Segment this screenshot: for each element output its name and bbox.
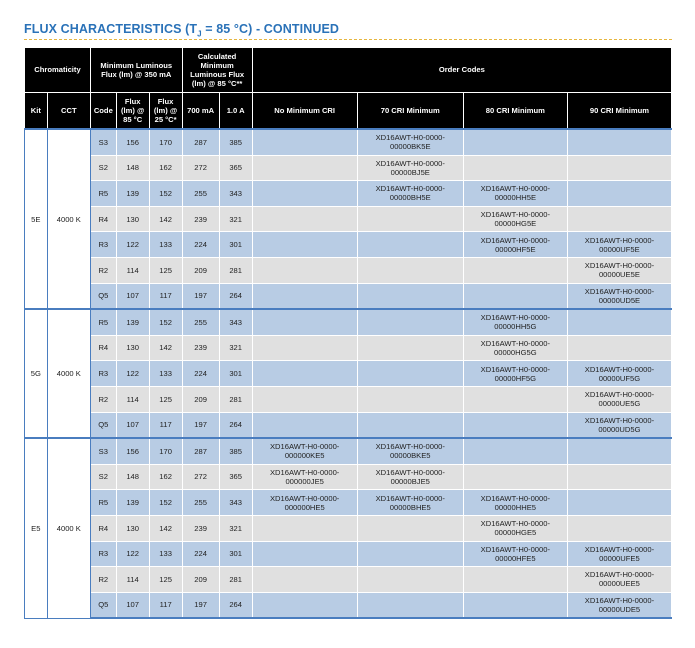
cell-order-no-min-cri [252,592,357,618]
table-row [25,490,672,516]
cell-flux-700ma: 287 [182,129,219,155]
cell-code: R3 [90,232,116,258]
cell-order-70-cri [357,232,463,258]
cell-order-70-cri [357,515,463,541]
cell-order-80-cri: XD16AWT-H0-0000- 00000HGE5 [463,515,567,541]
title-divider [24,39,672,40]
cell-order-90-cri [567,464,671,490]
cell-flux-1a: 321 [219,335,252,361]
section-5g [25,309,672,438]
header-flux25: Flux (lm) @ 25 °C* [149,93,182,130]
cell-flux-85: 130 [116,206,149,232]
cell-order-70-cri [357,541,463,567]
header-min-flux: Minimum Luminous Flux (lm) @ 350 mA [90,48,182,93]
cell-code: Q5 [90,283,116,309]
title-text: FLUX CHARACTERISTICS (T [24,22,198,36]
header-flux85: Flux (lm) @ 85 °C [116,93,149,130]
cell-code: R5 [90,490,116,516]
cell-flux-700ma: 239 [182,515,219,541]
cell-order-no-min-cri [252,181,357,207]
cell-flux-700ma: 224 [182,232,219,258]
cell-order-70-cri [357,412,463,438]
cell-code: S2 [90,464,116,490]
cell-flux-700ma: 255 [182,181,219,207]
cell-flux-700ma: 224 [182,541,219,567]
header-no-min-cri: No Minimum CRI [252,93,357,130]
cell-order-70-cri [357,257,463,283]
cell-flux-700ma: 287 [182,438,219,464]
table-row [25,335,672,361]
cell-flux-25: 142 [149,335,182,361]
cell-flux-85: 107 [116,412,149,438]
table-row [25,567,672,593]
header-700ma: 700 mA [182,93,219,130]
cell-flux-700ma: 209 [182,567,219,593]
cell-flux-700ma: 239 [182,335,219,361]
cell-order-no-min-cri [252,335,357,361]
table-row [25,438,672,464]
cell-code: R4 [90,335,116,361]
cell-order-no-min-cri [252,515,357,541]
cell-order-90-cri: XD16AWT-H0-0000- 00000UDE5 [567,592,671,618]
cell-flux-85: 122 [116,232,149,258]
cell-code: R2 [90,386,116,412]
cell-order-90-cri: XD16AWT-H0-0000- 00000UD5E [567,283,671,309]
cell-order-90-cri: XD16AWT-H0-0000- 00000UF5E [567,232,671,258]
cell-code: R5 [90,309,116,335]
header-80-cri: 80 CRI Minimum [463,93,567,130]
cell-flux-700ma: 209 [182,386,219,412]
cell-order-90-cri [567,438,671,464]
cell-flux-85: 139 [116,181,149,207]
cell-flux-1a: 281 [219,386,252,412]
cell-kit: E5 [25,438,48,618]
cell-order-80-cri [463,438,567,464]
cell-order-70-cri: XD16AWT-H0-0000- 00000BJE5 [357,464,463,490]
cell-order-90-cri [567,515,671,541]
cell-order-80-cri: XD16AWT-H0-0000- 00000HHE5 [463,490,567,516]
cell-flux-25: 133 [149,232,182,258]
cell-flux-85: 156 [116,438,149,464]
cell-order-70-cri: XD16AWT-H0-0000- 00000BJ5E [357,155,463,181]
cell-order-70-cri [357,309,463,335]
cell-order-80-cri [463,129,567,155]
section-e5 [25,438,672,618]
cell-order-no-min-cri [252,232,357,258]
cell-order-80-cri: XD16AWT-H0-0000- 00000HG5G [463,335,567,361]
cell-flux-1a: 264 [219,283,252,309]
cell-order-80-cri: XD16AWT-H0-0000- 00000HG5E [463,206,567,232]
cell-flux-25: 125 [149,386,182,412]
cell-cct: 4000 K [47,438,90,618]
cell-order-70-cri [357,567,463,593]
table-row [25,283,672,309]
cell-order-90-cri [567,129,671,155]
header-90-cri: 90 CRI Minimum [567,93,671,130]
cell-order-70-cri: XD16AWT-H0-0000- 00000BKE5 [357,438,463,464]
cell-flux-25: 170 [149,129,182,155]
cell-order-80-cri [463,592,567,618]
cell-order-no-min-cri [252,283,357,309]
cell-flux-1a: 301 [219,361,252,387]
header-kit: Kit [25,93,48,130]
header-70-cri: 70 CRI Minimum [357,93,463,130]
cell-order-90-cri [567,309,671,335]
cell-flux-25: 117 [149,592,182,618]
table-row [25,592,672,618]
header-cct: CCT [47,93,90,130]
cell-flux-25: 117 [149,412,182,438]
cell-code: S2 [90,155,116,181]
cell-order-no-min-cri [252,361,357,387]
cell-flux-25: 125 [149,257,182,283]
table-row [25,386,672,412]
table-row [25,206,672,232]
cell-flux-1a: 281 [219,567,252,593]
cell-flux-700ma: 255 [182,309,219,335]
cell-flux-85: 139 [116,490,149,516]
header-code: Code [90,93,116,130]
cell-flux-1a: 264 [219,412,252,438]
cell-order-80-cri: XD16AWT-H0-0000- 00000HFE5 [463,541,567,567]
cell-order-80-cri [463,412,567,438]
cell-flux-25: 125 [149,567,182,593]
cell-flux-1a: 385 [219,129,252,155]
cell-flux-25: 152 [149,181,182,207]
cell-code: R5 [90,181,116,207]
cell-order-no-min-cri [252,412,357,438]
cell-order-80-cri: XD16AWT-H0-0000- 00000HH5G [463,309,567,335]
cell-flux-1a: 281 [219,257,252,283]
cell-order-70-cri [357,386,463,412]
cell-flux-700ma: 239 [182,206,219,232]
cell-flux-85: 156 [116,129,149,155]
cell-order-90-cri [567,181,671,207]
cell-flux-1a: 301 [219,232,252,258]
cell-flux-1a: 321 [219,206,252,232]
cell-flux-1a: 385 [219,438,252,464]
cell-order-80-cri [463,283,567,309]
cell-flux-85: 122 [116,361,149,387]
cell-flux-700ma: 197 [182,283,219,309]
cell-flux-25: 162 [149,155,182,181]
section-5e [25,129,672,309]
cell-order-80-cri [463,155,567,181]
cell-order-70-cri [357,283,463,309]
cell-flux-700ma: 197 [182,592,219,618]
cell-flux-700ma: 255 [182,490,219,516]
cell-flux-25: 133 [149,361,182,387]
cell-kit: 5G [25,309,48,438]
cell-code: R2 [90,257,116,283]
cell-order-no-min-cri [252,129,357,155]
cell-order-70-cri: XD16AWT-H0-0000- 00000BHE5 [357,490,463,516]
cell-order-90-cri [567,206,671,232]
header-chromaticity: Chromaticity [25,48,91,93]
header-1a: 1.0 A [219,93,252,130]
cell-order-no-min-cri [252,309,357,335]
table-row [25,515,672,541]
cell-flux-1a: 365 [219,155,252,181]
cell-flux-85: 148 [116,155,149,181]
cell-flux-85: 107 [116,592,149,618]
cell-cct: 4000 K [47,129,90,309]
cell-order-90-cri: XD16AWT-H0-0000- 00000UEE5 [567,567,671,593]
cell-flux-25: 170 [149,438,182,464]
cell-flux-25: 117 [149,283,182,309]
cell-order-90-cri: XD16AWT-H0-0000- 00000UFE5 [567,541,671,567]
cell-order-no-min-cri: XD16AWT-H0-0000- 000000JE5 [252,464,357,490]
header-order-codes: Order Codes [252,48,671,93]
cell-flux-1a: 343 [219,309,252,335]
table-row [25,464,672,490]
table-row [25,155,672,181]
cell-flux-700ma: 272 [182,155,219,181]
cell-order-90-cri [567,335,671,361]
cell-order-70-cri [357,335,463,361]
cell-order-90-cri [567,490,671,516]
table-row [25,361,672,387]
cell-order-90-cri: XD16AWT-H0-0000- 00000UD5G [567,412,671,438]
cell-order-80-cri [463,257,567,283]
table-row [25,309,672,335]
cell-flux-25: 152 [149,309,182,335]
cell-flux-85: 130 [116,335,149,361]
cell-order-80-cri [463,567,567,593]
cell-order-90-cri: XD16AWT-H0-0000- 00000UF5G [567,361,671,387]
cell-order-90-cri: XD16AWT-H0-0000- 00000UE5G [567,386,671,412]
cell-code: R4 [90,206,116,232]
page-title [24,22,339,39]
cell-order-80-cri: XD16AWT-H0-0000- 00000HH5E [463,181,567,207]
flux-characteristics-table [24,47,672,619]
cell-flux-25: 162 [149,464,182,490]
cell-flux-85: 122 [116,541,149,567]
header-calc-flux: Calculated Minimum Luminous Flux (lm) @ 85 °C** [182,48,252,93]
table-row [25,232,672,258]
cell-flux-85: 114 [116,567,149,593]
cell-order-80-cri: XD16AWT-H0-0000- 00000HF5G [463,361,567,387]
cell-order-no-min-cri [252,206,357,232]
cell-kit: 5E [25,129,48,309]
cell-order-no-min-cri: XD16AWT-H0-0000- 000000KE5 [252,438,357,464]
cell-flux-25: 142 [149,515,182,541]
cell-flux-700ma: 224 [182,361,219,387]
cell-code: S3 [90,438,116,464]
cell-order-70-cri: XD16AWT-H0-0000- 00000BH5E [357,181,463,207]
cell-order-70-cri [357,361,463,387]
cell-order-no-min-cri [252,257,357,283]
cell-code: R2 [90,567,116,593]
cell-order-70-cri [357,206,463,232]
cell-order-90-cri: XD16AWT-H0-0000- 00000UE5E [567,257,671,283]
cell-flux-1a: 301 [219,541,252,567]
cell-order-80-cri [463,464,567,490]
cell-flux-25: 152 [149,490,182,516]
cell-cct: 4000 K [47,309,90,438]
cell-flux-85: 130 [116,515,149,541]
title-text-end: = 85 °C) - CONTINUED [201,22,340,36]
cell-order-no-min-cri [252,567,357,593]
table-row [25,129,672,155]
cell-flux-85: 139 [116,309,149,335]
cell-order-90-cri [567,155,671,181]
cell-flux-1a: 365 [219,464,252,490]
cell-flux-700ma: 209 [182,257,219,283]
cell-order-no-min-cri [252,386,357,412]
cell-flux-700ma: 272 [182,464,219,490]
cell-flux-25: 133 [149,541,182,567]
cell-order-80-cri: XD16AWT-H0-0000- 00000HF5E [463,232,567,258]
title-subscript: J [197,29,202,39]
cell-flux-85: 148 [116,464,149,490]
cell-flux-85: 114 [116,386,149,412]
cell-order-no-min-cri: XD16AWT-H0-0000- 000000HE5 [252,490,357,516]
cell-order-no-min-cri [252,155,357,181]
table-row [25,257,672,283]
cell-flux-1a: 264 [219,592,252,618]
cell-code: Q5 [90,412,116,438]
cell-code: S3 [90,129,116,155]
cell-flux-1a: 321 [219,515,252,541]
cell-flux-1a: 343 [219,490,252,516]
cell-code: R3 [90,541,116,567]
table-row [25,412,672,438]
cell-flux-700ma: 197 [182,412,219,438]
cell-flux-85: 107 [116,283,149,309]
cell-order-80-cri [463,386,567,412]
cell-order-70-cri [357,592,463,618]
cell-code: R4 [90,515,116,541]
cell-order-no-min-cri [252,541,357,567]
cell-flux-85: 114 [116,257,149,283]
cell-code: R3 [90,361,116,387]
table-row [25,181,672,207]
table-row [25,541,672,567]
cell-flux-1a: 343 [219,181,252,207]
cell-flux-25: 142 [149,206,182,232]
cell-code: Q5 [90,592,116,618]
cell-order-70-cri: XD16AWT-H0-0000- 00000BK5E [357,129,463,155]
